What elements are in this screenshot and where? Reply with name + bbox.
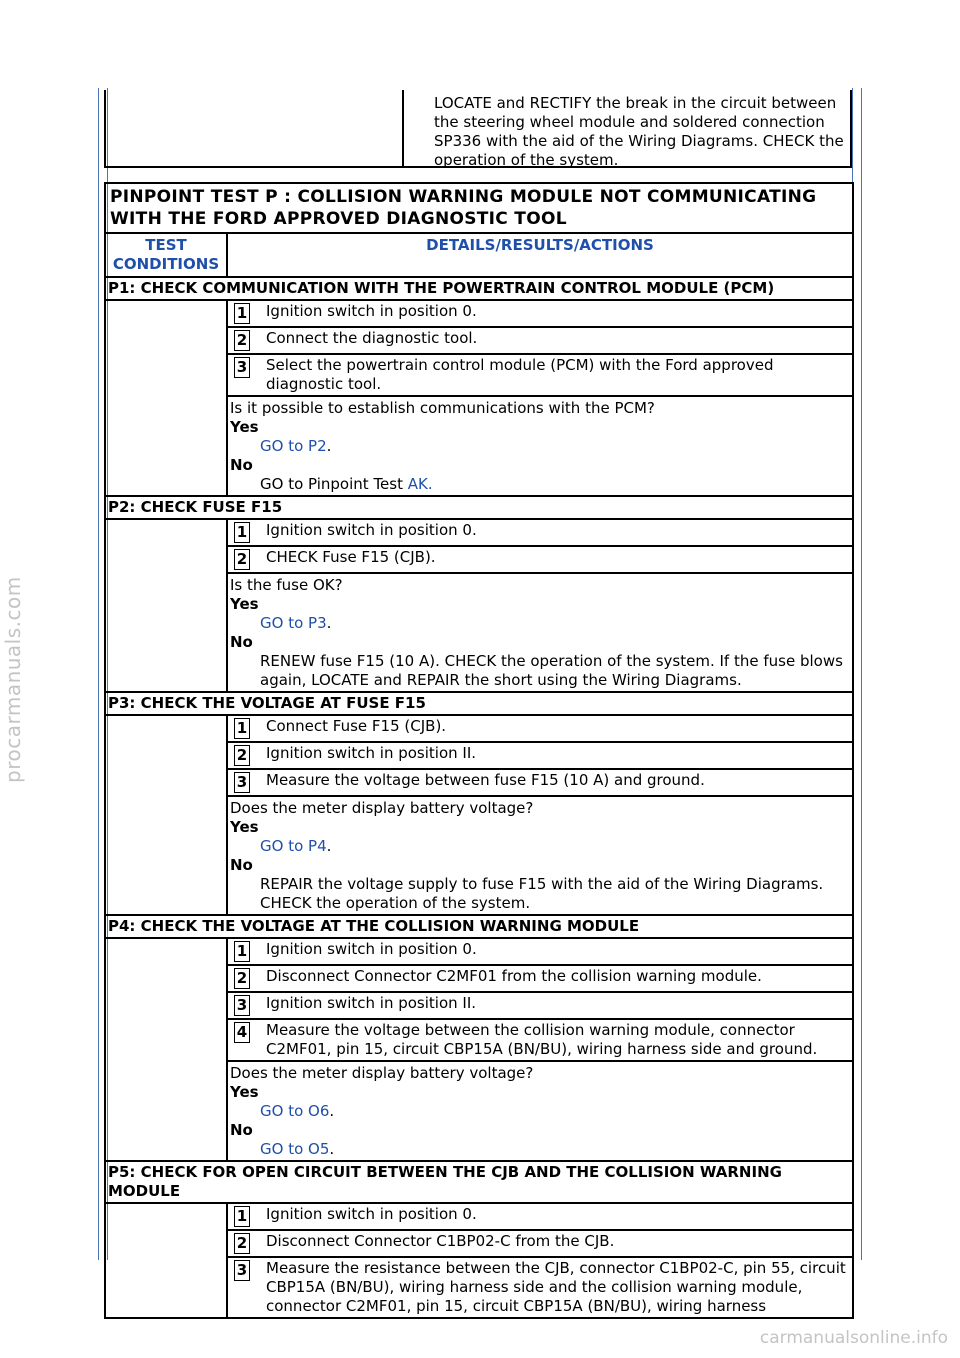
- step-number: 3: [234, 772, 250, 793]
- go-to-p3-link[interactable]: GO to P3: [260, 614, 327, 632]
- step-row: [228, 993, 852, 1020]
- yes-answer: GO to O6.: [260, 1102, 335, 1120]
- details-cell: [228, 939, 852, 1160]
- question-text: Is it possible to establish communications with the PCM?: [230, 399, 655, 417]
- step-text: Ignition switch in position 0.: [266, 1205, 477, 1223]
- yes-label: Yes: [230, 1083, 259, 1101]
- step-number: 2: [234, 330, 250, 351]
- step-number: 2: [234, 745, 250, 766]
- yes-answer: GO to P2.: [260, 437, 332, 455]
- no-answer: GO to O5.: [260, 1140, 335, 1158]
- test-conditions-cell: [106, 939, 228, 1160]
- section-body-p4: [106, 939, 852, 1162]
- yes-answer: GO to P3.: [260, 614, 332, 632]
- step-text: CHECK Fuse F15 (CJB).: [266, 548, 436, 566]
- section-body-p3: [106, 716, 852, 916]
- header-details-results-actions: DETAILS/RESULTS/ACTIONS: [426, 236, 654, 254]
- go-to-p2-link[interactable]: GO to P2: [260, 437, 327, 455]
- step-text: Select the powertrain control module (PCM) with the Ford approved diagnostic tool.: [266, 356, 774, 393]
- step-text: Ignition switch in position 0.: [266, 302, 477, 320]
- go-to-o6-link[interactable]: GO to O6: [260, 1102, 330, 1120]
- step-number: 3: [234, 995, 250, 1016]
- step-row: [228, 301, 852, 328]
- question-text: Is the fuse OK?: [230, 576, 343, 594]
- step-text: Measure the voltage between fuse F15 (10 A) and ground.: [266, 771, 705, 789]
- section-title-p5: P5: CHECK FOR OPEN CIRCUIT BETWEEN THE CJB AND THE COLLISION WARNING MODULE: [106, 1162, 852, 1204]
- details-cell: [228, 520, 852, 691]
- section-title-p2: P2: CHECK FUSE F15: [106, 497, 852, 520]
- step-number: 1: [234, 303, 250, 324]
- question-block: [228, 1062, 852, 1160]
- section-body-p2: [106, 520, 852, 693]
- step-row: [228, 770, 852, 797]
- step-text: Connect the diagnostic tool.: [266, 329, 478, 347]
- test-title: PINPOINT TEST P : COLLISION WARNING MODULE NOT COMMUNICATING WITH THE FORD APPROVED DIAGNOSTIC TOOL: [106, 184, 852, 234]
- step-text: Disconnect Connector C2MF01 from the collision warning module.: [266, 967, 762, 985]
- step-number: 3: [234, 1260, 250, 1281]
- column-divider: [402, 90, 404, 166]
- no-label: No: [230, 633, 253, 651]
- yes-label: Yes: [230, 818, 259, 836]
- step-row: [228, 328, 852, 355]
- step-text: Connect Fuse F15 (CJB).: [266, 717, 447, 735]
- step-row: [228, 966, 852, 993]
- step-number: 1: [234, 522, 250, 543]
- yes-answer: GO to P4.: [260, 837, 332, 855]
- step-row: [228, 1204, 852, 1231]
- question-block: [228, 797, 852, 914]
- step-text: Ignition switch in position 0.: [266, 521, 477, 539]
- details-cell: [228, 301, 852, 495]
- go-to-o5-link[interactable]: GO to O5: [260, 1140, 330, 1158]
- details-cell: [228, 716, 852, 914]
- step-text: Measure the resistance between the CJB, connector C1BP02-C, pin 55, circuit CBP15A (BN/BU), wiring harness side and the collision warning module, connector C2MF01, pin 15, circuit CBP15A (BN/BU), wiring harness: [266, 1259, 846, 1315]
- details-cell: [228, 1204, 852, 1317]
- step-number: 2: [234, 549, 250, 570]
- bottom-watermark: carmanualsonline.info: [759, 1328, 948, 1348]
- step-row: [228, 1020, 852, 1062]
- section-body-p1: [106, 301, 852, 497]
- step-row: [228, 520, 852, 547]
- yes-label: Yes: [230, 418, 259, 436]
- step-number: 1: [234, 941, 250, 962]
- no-label: No: [230, 456, 253, 474]
- pinpoint-test-table: [104, 182, 854, 1319]
- step-text: Ignition switch in position II.: [266, 994, 477, 1012]
- yes-label: Yes: [230, 595, 259, 613]
- step-row: [228, 547, 852, 574]
- question-text: Does the meter display battery voltage?: [230, 1064, 534, 1082]
- question-block: [228, 574, 852, 691]
- step-row: [228, 355, 852, 397]
- step-number: 4: [234, 1022, 250, 1043]
- no-answer: [230, 475, 850, 494]
- step-number: 2: [234, 1233, 250, 1254]
- pinpoint-test-ak-link[interactable]: AK.: [407, 475, 433, 493]
- go-to-p4-link[interactable]: GO to P4: [260, 837, 327, 855]
- section-body-p5: [106, 1204, 852, 1317]
- previous-test-continuation: [104, 90, 852, 168]
- column-header-row: [106, 234, 852, 278]
- step-row: [228, 743, 852, 770]
- step-row: [228, 1258, 852, 1317]
- section-title-p1: P1: CHECK COMMUNICATION WITH THE POWERTRAIN CONTROL MODULE (PCM): [106, 278, 852, 301]
- header-test-conditions: TEST CONDITIONS: [106, 234, 228, 276]
- question-text: Does the meter display battery voltage?: [230, 799, 534, 817]
- step-number: 3: [234, 357, 250, 378]
- test-conditions-cell: [106, 1204, 228, 1317]
- previous-action-text: LOCATE and RECTIFY the break in the circuit between the steering wheel module and soldered connection SP336 with the aid of the Wiring Diagrams. CHECK the operation of the system.: [434, 94, 844, 169]
- test-conditions-cell: [106, 301, 228, 495]
- section-title-p3: P3: CHECK THE VOLTAGE AT FUSE F15: [106, 693, 852, 716]
- question-block: [228, 397, 852, 495]
- side-watermark: procarmanuals.com: [1, 576, 25, 784]
- step-number: 1: [234, 718, 250, 739]
- step-row: [228, 939, 852, 966]
- no-label: No: [230, 856, 253, 874]
- step-row: [228, 716, 852, 743]
- step-number: 2: [234, 968, 250, 989]
- no-label: No: [230, 1121, 253, 1139]
- no-answer: REPAIR the voltage supply to fuse F15 with the aid of the Wiring Diagrams. CHECK the operation of the system.: [260, 875, 824, 912]
- no-answer-text: GO to Pinpoint Test: [260, 475, 408, 493]
- step-text: Measure the voltage between the collision warning module, connector C2MF01, pin 15, circuit CBP15A (BN/BU), wiring harness side and ground.: [266, 1021, 818, 1058]
- step-text: Ignition switch in position II.: [266, 744, 477, 762]
- no-answer: RENEW fuse F15 (10 A). CHECK the operation of the system. If the fuse blows again, LOCATE and REPAIR the short using the Wiring Diagrams.: [260, 652, 843, 689]
- test-conditions-cell: [106, 520, 228, 691]
- section-title-p4: P4: CHECK THE VOLTAGE AT THE COLLISION WARNING MODULE: [106, 916, 852, 939]
- test-conditions-cell: [106, 716, 228, 914]
- step-number: 1: [234, 1206, 250, 1227]
- step-text: Ignition switch in position 0.: [266, 940, 477, 958]
- step-row: [228, 1231, 852, 1258]
- step-text: Disconnect Connector C1BP02-C from the CJB.: [266, 1232, 615, 1250]
